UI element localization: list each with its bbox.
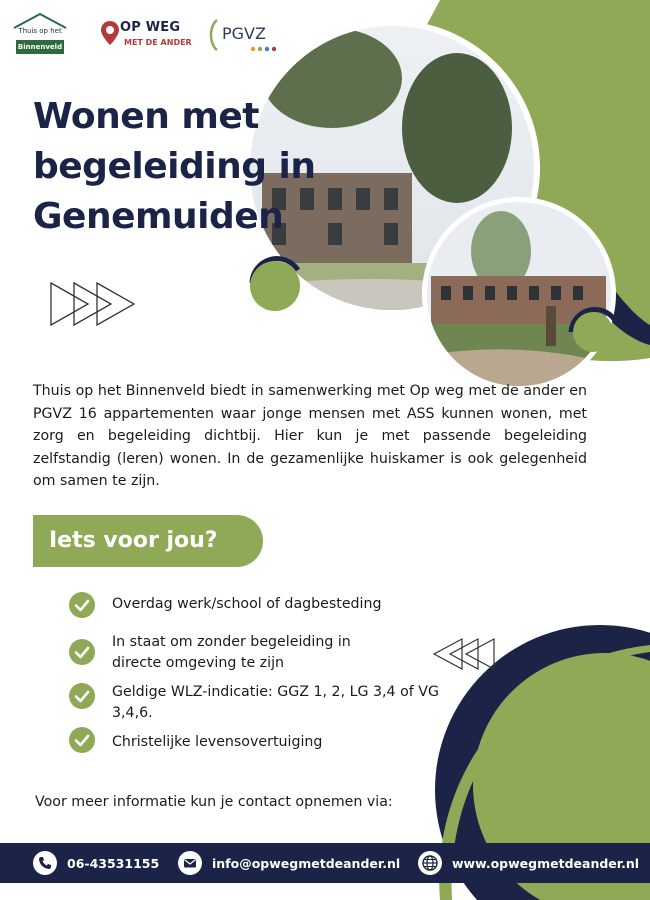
- requirement-text: In staat om zonder begeleiding in directe omgeving te zijn: [112, 634, 351, 671]
- list-item: [68, 682, 488, 728]
- triangle-arrows-icon: [48, 280, 140, 330]
- title-line-1: Wonen met: [33, 96, 260, 137]
- logo-opweg-line2: MET DE ANDER: [124, 38, 192, 47]
- page-title: [33, 92, 363, 242]
- location-pin-icon: [100, 20, 120, 46]
- list-item: [68, 588, 488, 630]
- website-url: www.opwegmetdeander.nl: [452, 855, 640, 871]
- check-icon: [68, 638, 96, 666]
- title-line-3: Genemuiden: [33, 196, 284, 237]
- logo-pgvz-text: PGVZ: [222, 24, 266, 43]
- logo-opweg-line1: OP WEG: [120, 20, 181, 35]
- list-item: [68, 728, 488, 758]
- logo-op-weg-met-de-ander: [98, 14, 198, 54]
- logo-thuis-op-het-binnenveld: [10, 12, 70, 56]
- logo-pgvz: [206, 14, 286, 54]
- section-heading: Iets voor jou?: [33, 515, 263, 567]
- phone-icon: [33, 851, 57, 875]
- check-icon: [68, 726, 96, 754]
- contact-email[interactable]: [178, 843, 400, 883]
- requirement-text: Christelijke levensovertuiging: [112, 734, 323, 750]
- logo-binnenveld-top-text: Thuis op het: [18, 27, 62, 35]
- requirements-list: [68, 588, 488, 758]
- logo-binnenveld-bottom-text: Binnenveld: [16, 40, 64, 54]
- intro-paragraph: Thuis op het Binnenveld biedt in samenwerking met Op weg met de ander en PGVZ 16 appartementen waar jonge mensen met ASS kunnen wonen, met zorg en begeleiding dichtbij. Hier kun je met passende begeleiding zelfstandig (leren) wonen. In de gezamenlijke huiskamer is ook gelegenheid om samen te zijn.: [33, 383, 587, 489]
- contact-footer: [0, 843, 650, 883]
- title-line-2: begeleiding in: [33, 146, 316, 187]
- check-icon: [68, 591, 96, 619]
- globe-icon: [418, 851, 442, 875]
- contact-lead-text: Voor meer informatie kun je contact opnemen via:: [35, 794, 393, 810]
- pgvz-bracket-icon: [206, 18, 220, 52]
- check-icon: [68, 682, 96, 710]
- phone-number: 06-43531155: [67, 855, 160, 871]
- accent-circle-right: [563, 300, 623, 360]
- list-item: [68, 630, 488, 682]
- email-icon: [178, 851, 202, 875]
- requirement-text: Overdag werk/school of dagbesteding: [112, 596, 382, 612]
- pgvz-dots-icon: [250, 46, 290, 52]
- building-photo-small: [421, 196, 617, 392]
- accent-circle-left: [240, 248, 310, 318]
- contact-website[interactable]: [418, 843, 639, 883]
- email-address: info@opwegmetdeander.nl: [212, 855, 401, 871]
- requirement-text: Geldige WLZ-indicatie: GGZ 1, 2, LG 3,4 of VG 3,4,6.: [112, 684, 439, 721]
- contact-phone[interactable]: [33, 843, 159, 883]
